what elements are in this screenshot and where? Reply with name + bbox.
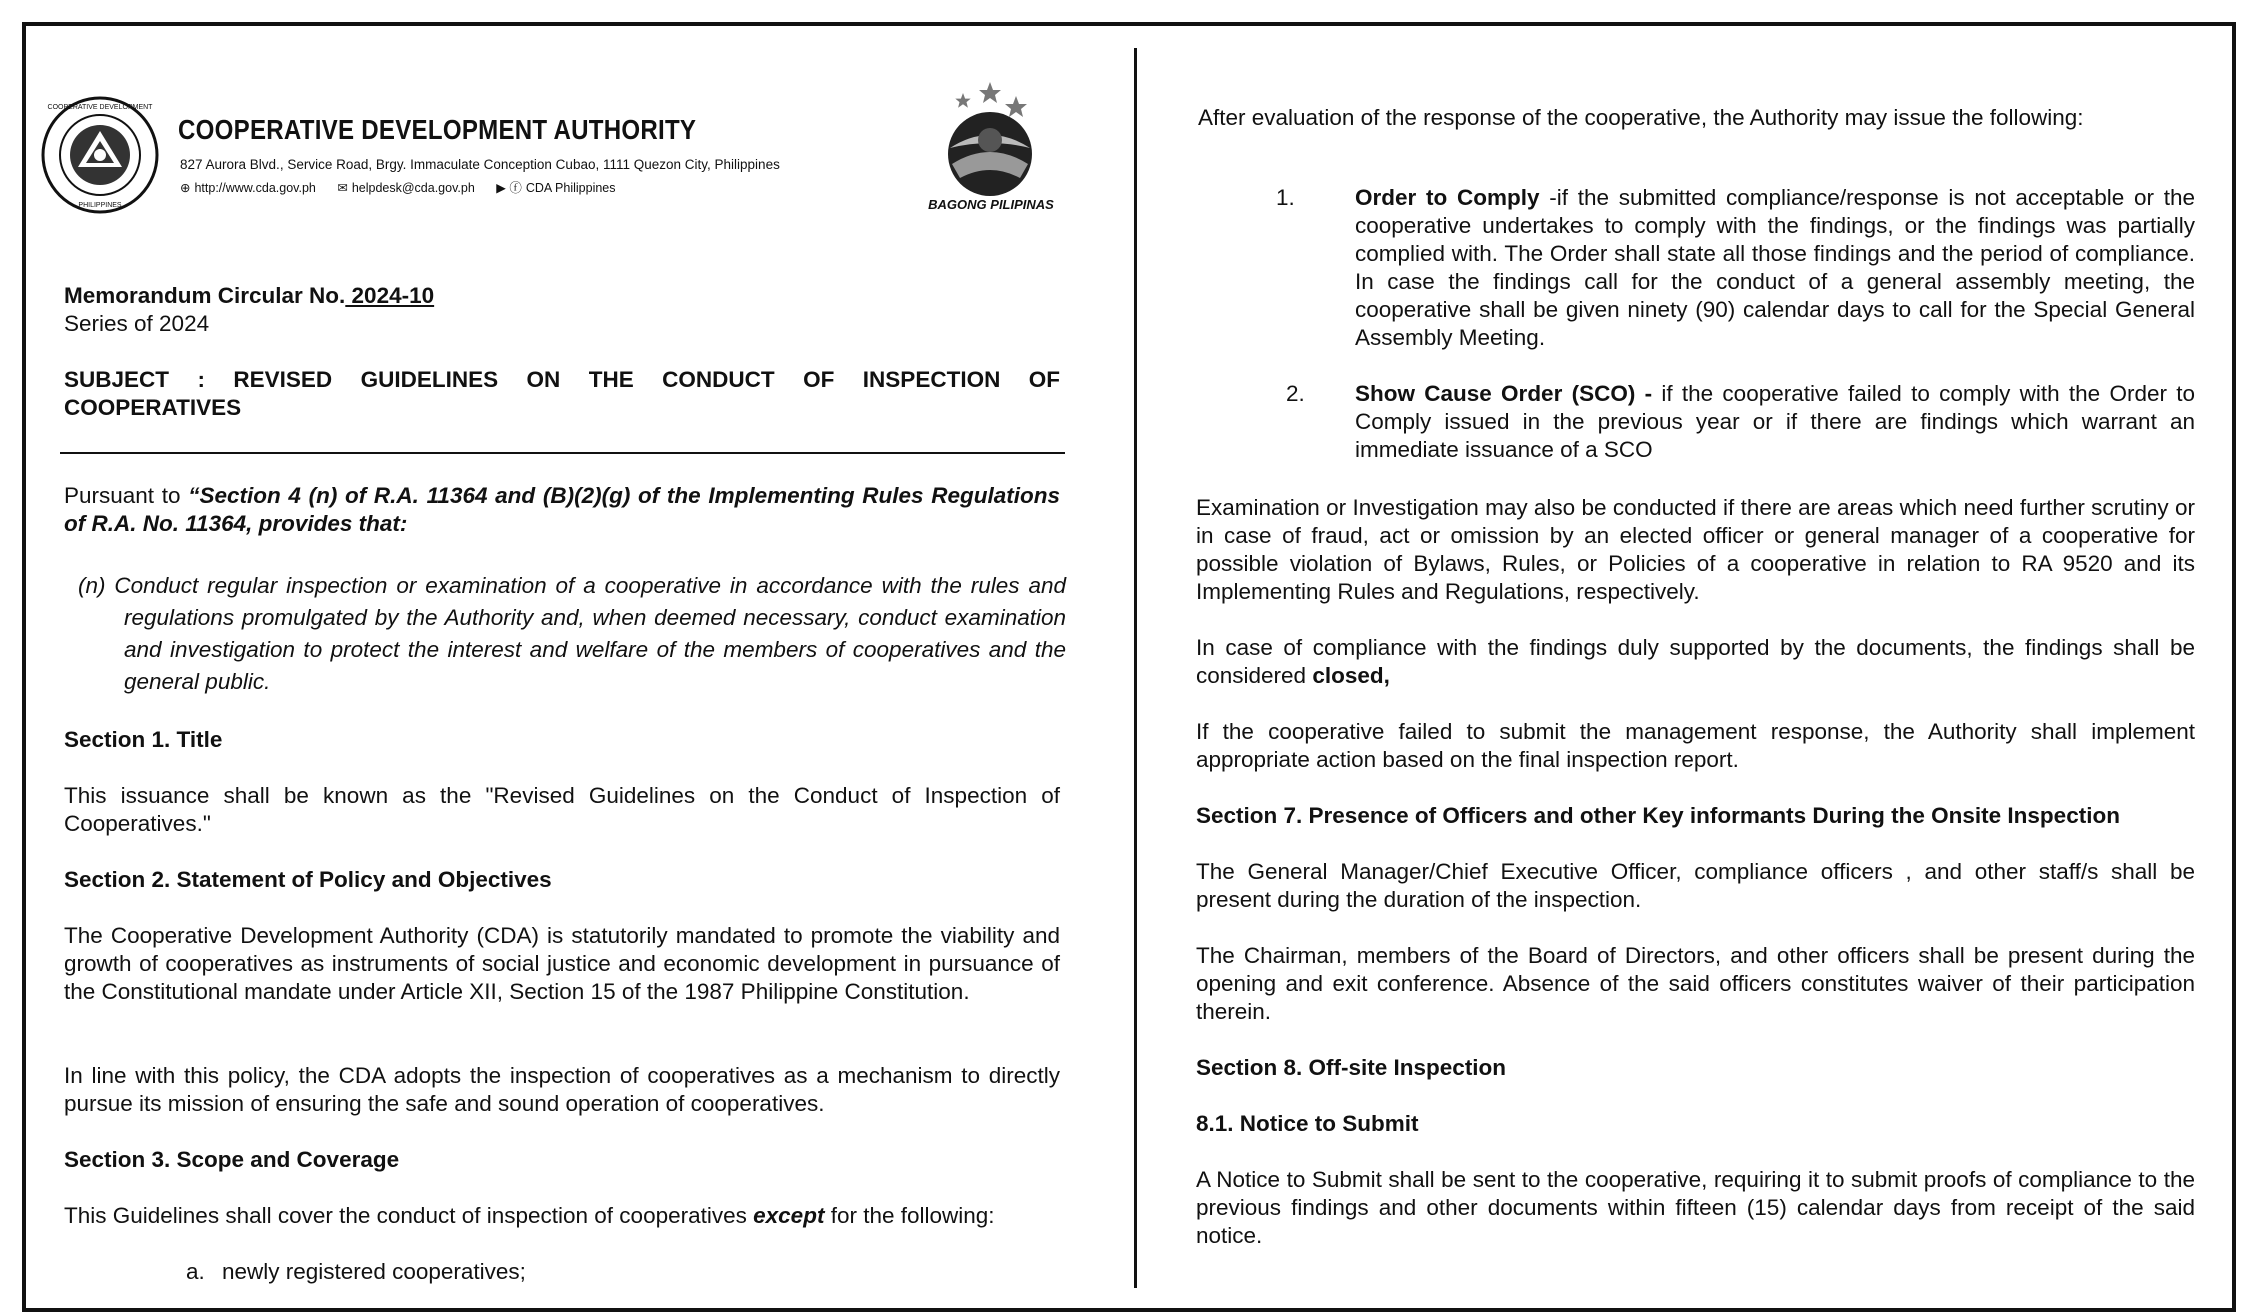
compliance-text: In case of compliance with the findings duly supported by the documents, the findings shall be considered — [1196, 635, 2195, 688]
memo-series: Series of 2024 — [64, 311, 210, 336]
section-3-body-post: for the following: — [824, 1203, 995, 1228]
social-link[interactable]: CDA Philippines — [525, 181, 616, 195]
compliance-closed: closed, — [1312, 663, 1390, 688]
item-2-number: 2. — [1286, 381, 1305, 406]
item-1-text: -if the submitted compliance/response is not acceptable or the cooperative undertakes to comply with the findings, or the findings was partially complied with. The Order shall state all those findings and the period of compliance. In case the findings call for the conduct of a general assembly meeting, the cooperative shall be given ninety (90) calendar days to call for the Special General Assembly Meeting. — [1355, 185, 2195, 350]
item-2-show-cause-order — [1355, 380, 2195, 464]
svg-text:PHILIPPINES: PHILIPPINES — [78, 202, 122, 209]
memo-label: Memorandum Circular No. — [64, 283, 346, 308]
website-link[interactable]: http://www.cda.gov.ph — [194, 181, 316, 195]
section-3-body-pre: This Guidelines shall cover the conduct of inspection of cooperatives — [64, 1203, 754, 1228]
section-8-1-heading: 8.1. Notice to Submit — [1196, 1111, 1419, 1136]
pursuant-citation: “Section 4 (n) of R.A. 11364 and (B)(2)(g) of the Implementing Rules Regulations of R.A. No. 11364, provides that: — [64, 483, 1060, 536]
section-3-heading: Section 3. Scope and Coverage — [64, 1147, 400, 1172]
globe-icon: ⊕ — [180, 181, 191, 195]
memo-number: 2024-10 — [345, 283, 435, 308]
section-3-item-a-marker: a. — [186, 1259, 205, 1284]
evaluation-intro: After evaluation of the response of the cooperative, the Authority may issue the following: — [1198, 105, 2084, 130]
section-2-heading: Section 2. Statement of Policy and Objectives — [64, 867, 552, 892]
item-1-order-to-comply — [1355, 184, 2195, 352]
bagong-pilipinas-logo — [920, 82, 1060, 202]
section-8-heading: Section 8. Off-site Inspection — [1196, 1055, 1507, 1080]
item-2-title: Show Cause Order (SCO) - — [1355, 381, 1653, 406]
section-3-item-a: newly registered cooperatives; — [222, 1259, 526, 1284]
social-icon: ▶ ⓕ — [496, 181, 522, 195]
org-name: COOPERATIVE DEVELOPMENT AUTHORITY — [178, 114, 697, 145]
item-1-title: Order to Comply — [1355, 185, 1540, 210]
section-7-body-1: The General Manager/Chief Executive Officer, compliance officers , and other staff/s shall be present during the duration of the inspection. — [1196, 859, 2195, 912]
memo-number-line — [64, 282, 1060, 310]
pursuant-paragraph — [64, 482, 1060, 538]
section-7-body-2: The Chairman, members of the Board of Directors, and other officers shall be present during the opening and exit conference. Absence of the said officers constitutes waiver of their participation therein. — [1196, 943, 2195, 1024]
failed-response-paragraph: If the cooperative failed to submit the management response, the Authority shall implement appropriate action based on the final inspection report. — [1196, 719, 2195, 772]
section-7-heading: Section 7. Presence of Officers and other Key informants During the Onsite Inspection — [1196, 803, 2120, 828]
email-link[interactable]: helpdesk@cda.gov.ph — [351, 181, 475, 195]
cda-seal-logo — [40, 95, 160, 215]
org-contacts — [180, 178, 634, 196]
subject-divider — [60, 452, 1065, 454]
page-divider — [1134, 48, 1137, 1288]
item-2-text: if the cooperative failed to comply with the Order to Comply issued in the previous year or if there are findings which warrant an immediate issuance of a SCO — [1355, 381, 2195, 462]
org-address: 827 Aurora Blvd., Service Road, Brgy. Immaculate Conception Cubao, 1111 Quezon City, Philippines — [180, 157, 780, 172]
examination-paragraph: Examination or Investigation may also be conducted if there are areas which need further scrutiny or in case of fraud, act or omission by an elected officer or general manager of a cooperative for possible violation of Bylaws, Rules, or Policies of a cooperative in relation to RA 9520 and its Implementing Rules and Regulations, respectively. — [1196, 495, 2195, 604]
pursuant-prefix: Pursuant to — [64, 483, 189, 508]
section-3-body-except: except — [753, 1203, 825, 1228]
section-8-1-body: A Notice to Submit shall be sent to the cooperative, requiring it to submit proofs of compliance to the previous findings and other documents within fifteen (15) calendar days from receipt of the said notice. — [1196, 1167, 2195, 1248]
bagong-pilipinas-label: BAGONG PILIPINAS — [928, 197, 1054, 212]
section-3-body — [64, 1202, 1060, 1230]
subject-line-2: COOPERATIVES — [64, 395, 242, 420]
section-2-body-1: The Cooperative Development Authority (CDA) is statutorily mandated to promote the viability and growth of cooperatives as instruments of social justice and economic development in pursuance of the Constitutional mandate under Article XII, Section 15 of the 1987 Philippine Constitution. — [64, 923, 1060, 1004]
svg-text:COOPERATIVE DEVELOPMENT: COOPERATIVE DEVELOPMENT — [47, 104, 153, 111]
section-2-body-2: In line with this policy, the CDA adopts the inspection of cooperatives as a mechanism to directly pursue its mission of ensuring the safe and sound operation of cooperatives. — [64, 1063, 1060, 1116]
subject-line-1: SUBJECT : REVISED GUIDELINES ON THE CONDUCT OF INSPECTION OF — [64, 367, 1060, 392]
quoted-provision: (n) Conduct regular inspection or examination of a cooperative in accordance with the rules and regulations promulgated by the Authority and, when deemed necessary, conduct examination and investigation to protect the interest and welfare of the members of cooperatives and the general public. — [78, 573, 1066, 694]
section-1-heading: Section 1. Title — [64, 727, 223, 752]
section-1-body: This issuance shall be known as the "Revised Guidelines on the Conduct of Inspection of Cooperatives." — [64, 783, 1060, 836]
compliance-paragraph — [1196, 634, 2195, 690]
email-icon: ✉ — [337, 181, 348, 195]
item-1-number: 1. — [1276, 185, 1295, 210]
